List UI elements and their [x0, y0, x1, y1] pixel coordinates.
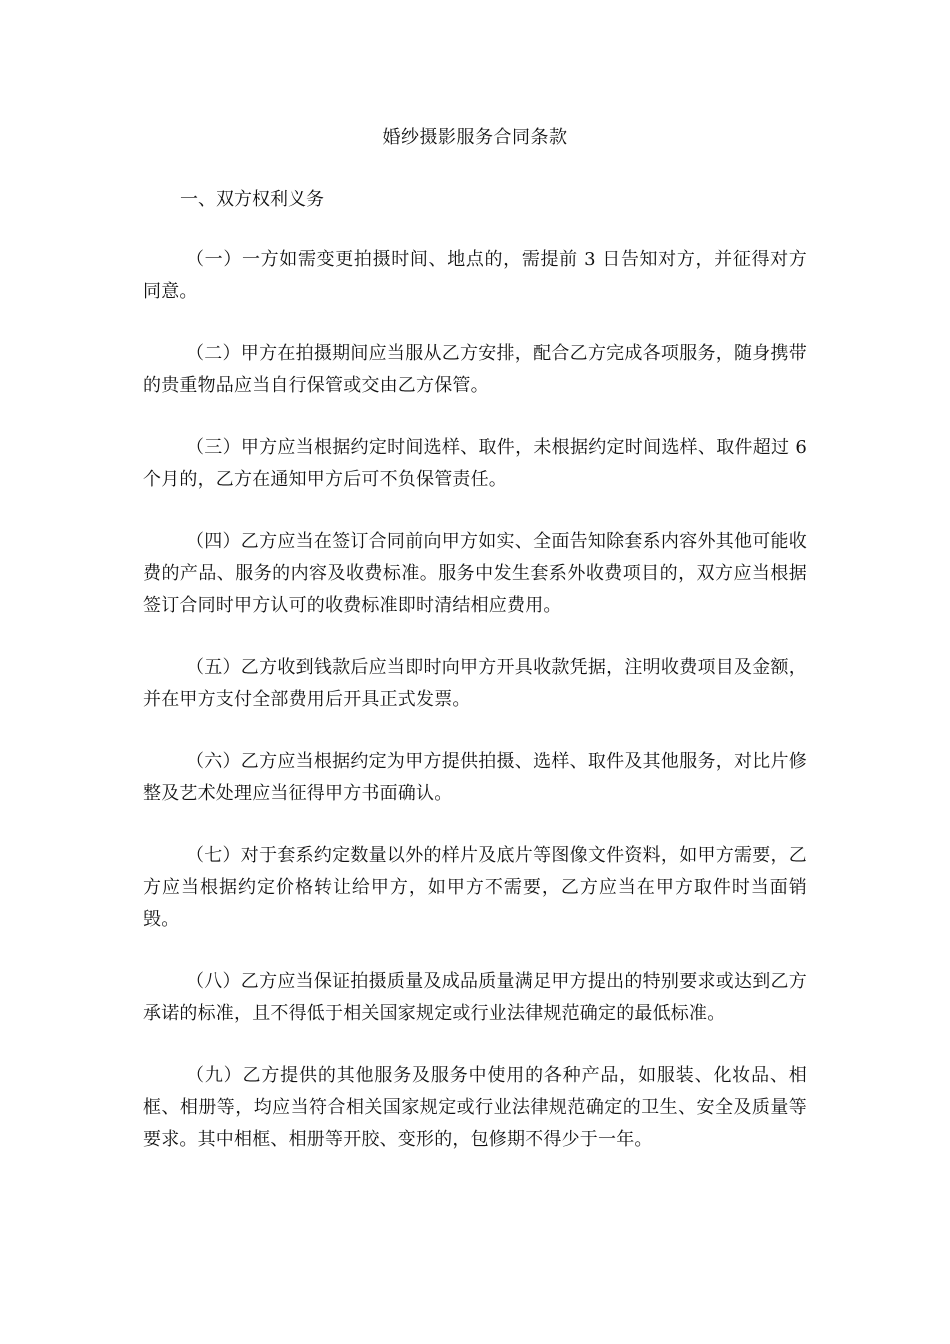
clause-9: （九）乙方提供的其他服务及服务中使用的各种产品，如服装、化妆品、相框、相册等，均应当符合相关国家规定或行业法律规范确定的卫生、安全及质量等要求。其中相框、相册等开胶、变形的，包修期不得少于一年。: [143, 1065, 807, 1150]
clause-8: （八）乙方应当保证拍摄质量及成品质量满足甲方提出的特别要求或达到乙方承诺的标准，且不得低于相关国家规定或行业法律规范确定的最低标准。: [143, 971, 807, 1024]
clause-2: （二）甲方在拍摄期间应当服从乙方安排，配合乙方完成各项服务，随身携带的贵重物品应当自行保管或交由乙方保管。: [143, 343, 807, 396]
document-title: 婚纱摄影服务合同条款: [382, 127, 568, 148]
clause-5: （五）乙方收到钱款后应当即时向甲方开具收款凭据，注明收费项目及金额，并在甲方支付全部费用后开具正式发票。: [143, 657, 807, 710]
clause-list: [143, 244, 807, 1186]
section-heading: 一、双方权利义务: [180, 189, 324, 210]
clause-1: （一）一方如需变更拍摄时间、地点的，需提前 3 日告知对方，并征得对方同意。: [143, 249, 807, 302]
clause-6: （六）乙方应当根据约定为甲方提供拍摄、选样、取件及其他服务，对比片修整及艺术处理应当征得甲方书面确认。: [143, 751, 807, 804]
clause-4: （四）乙方应当在签订合同前向甲方如实、全面告知除套系内容外其他可能收费的产品、服务的内容及收费标准。服务中发生套系外收费项目的，双方应当根据签订合同时甲方认可的收费标准即时清结相应费用。: [143, 531, 807, 616]
clause-3: （三）甲方应当根据约定时间选样、取件，未根据约定时间选样、取件超过 6 个月的，乙方在通知甲方后可不负保管责任。: [143, 437, 807, 490]
clause-7: （七）对于套系约定数量以外的样片及底片等图像文件资料，如甲方需要，乙方应当根据约定价格转让给甲方，如甲方不需要，乙方应当在甲方取件时当面销毁。: [143, 845, 807, 930]
